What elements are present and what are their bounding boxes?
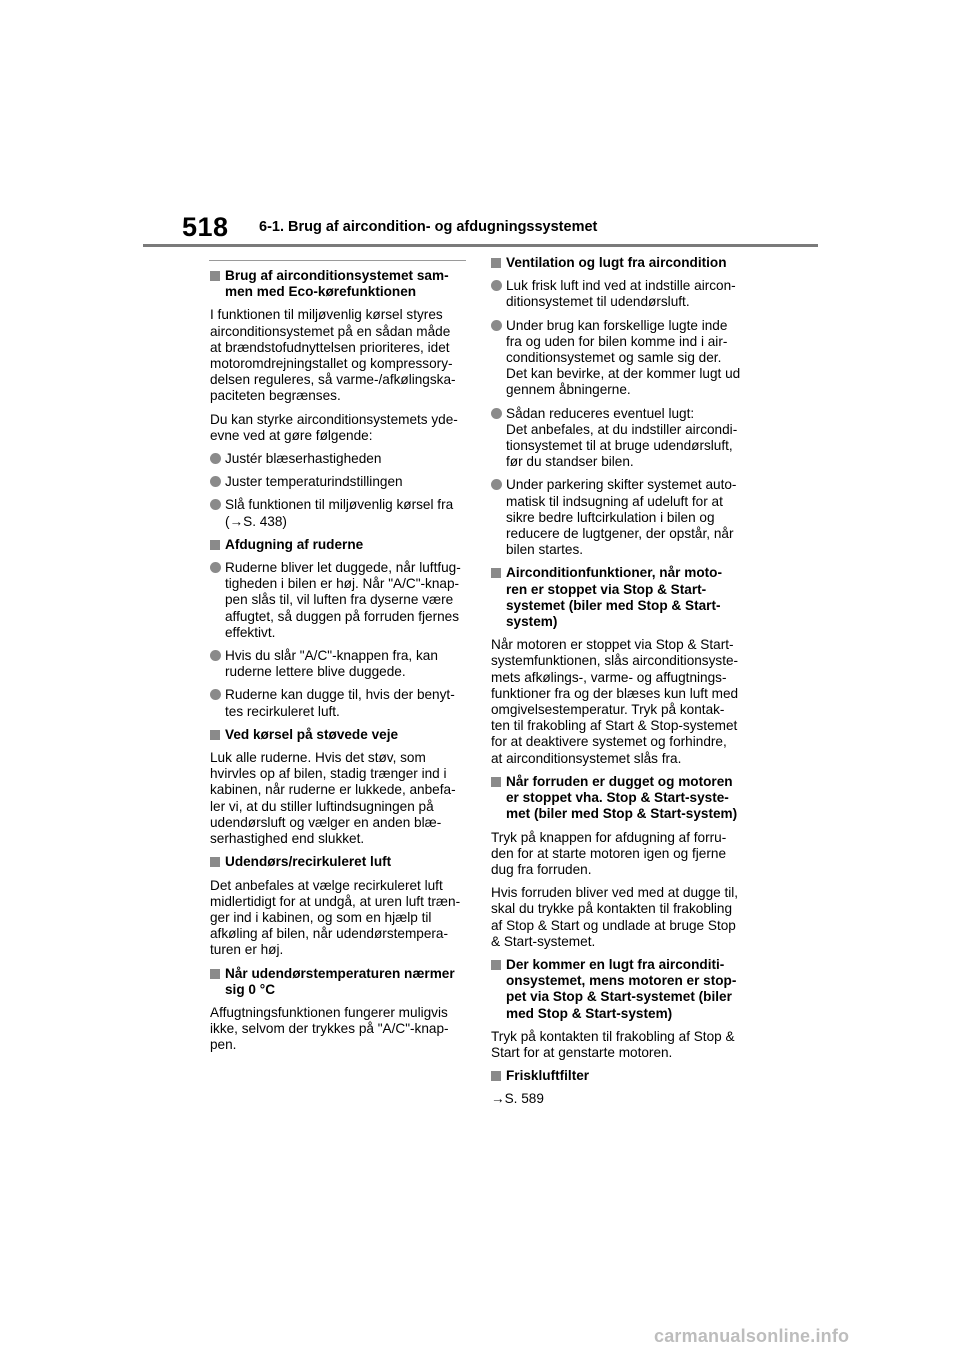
section-heading: [210, 727, 468, 743]
bullet-item: [210, 451, 468, 467]
section-heading: [491, 565, 753, 630]
text-line: →S. 589: [491, 1091, 544, 1107]
paragraph: [491, 830, 753, 879]
circle-bullet-icon: [491, 320, 502, 331]
text-line: omgivelsestemperatur. Tryk på kontak-: [491, 702, 725, 718]
text-line: Når forruden er dugget og motoren: [506, 773, 733, 789]
text-line: midlertidigt for at undgå, at uren luft træn-: [210, 893, 461, 909]
text-line: systemfunktionen, slås airconditionsyste-: [491, 653, 739, 669]
text-line: tes recirkuleret luft.: [225, 703, 340, 719]
text-line: før du standser bilen.: [506, 454, 634, 470]
text-line: Hvis du slår "A/C"-knappen fra, kan: [225, 648, 438, 664]
text-line: ruderne lettere blive duggede.: [225, 664, 406, 680]
square-bullet-icon: [210, 969, 220, 979]
text-line: matisk til indsugning af udeluft for at: [506, 493, 723, 509]
text-line: Når motoren er stoppet via Stop & Start-: [491, 637, 734, 653]
section-heading: [210, 966, 468, 998]
text-line: motoromdrejningstallet og kompressory-: [210, 356, 453, 372]
paragraph: [210, 307, 468, 404]
text-line: ditionsystemet til udendørsluft.: [506, 294, 690, 310]
bullet-item: [491, 477, 753, 558]
text-line: Affugtningsfunktionen fungerer muligvis: [210, 1004, 448, 1020]
text-line: Luk alle ruderne. Hvis det støv, som: [210, 750, 426, 766]
text-line: systemet (biler med Stop & Start-: [506, 597, 721, 613]
text-line: onsystemet, mens motoren er stop-: [506, 973, 737, 989]
text-line: Ved kørsel på støvede veje: [225, 726, 399, 742]
text-line: hvirvles op af bilen, stadig trænger ind i: [210, 766, 447, 782]
header-rule: [143, 244, 818, 247]
text-line: Det anbefales, at du indstiller aircondi-: [506, 421, 738, 437]
bullet-item: [210, 687, 468, 719]
circle-bullet-icon: [210, 562, 221, 573]
text-line: sikre bedre luftcirkulation i bilen og: [506, 509, 715, 525]
page-number: 518: [182, 212, 229, 242]
text-line: Luk frisk luft ind ved at indstille aircon-: [506, 278, 736, 294]
square-bullet-icon: [491, 777, 501, 787]
section-heading: [210, 537, 468, 553]
text-line: Udendørs/recirkuleret luft: [225, 854, 392, 870]
text-line: Slå funktionen til miljøvenlig kørsel fra: [225, 497, 454, 513]
text-line: Hvis forruden bliver ved med at dugge til,: [491, 885, 739, 901]
text-line: Under parkering skifter systemet auto-: [506, 477, 737, 493]
text-line: Du kan styrke airconditionsystemets yde-: [210, 411, 458, 427]
text-line: effektivt.: [225, 624, 276, 640]
text-line: Når udendørstemperaturen nærmer: [225, 965, 455, 981]
text-line: dug fra forruden.: [491, 861, 592, 877]
text-line: pet via Stop & Start-systemet (biler: [506, 989, 732, 1005]
circle-bullet-icon: [491, 479, 502, 490]
text-line: Airconditionfunktioner, når moto-: [506, 565, 722, 581]
circle-bullet-icon: [210, 689, 221, 700]
text-line: turen er høj.: [210, 942, 284, 958]
text-line: Brug af airconditionsystemet sam-: [225, 268, 449, 283]
text-line: airconditionsystemet på en sådan måde: [210, 323, 451, 339]
text-line: funktioner fra og der blæses kun luft med: [491, 685, 739, 701]
text-line: fra og uden for bilen komme ind i air-: [506, 333, 728, 349]
paragraph: [210, 1005, 468, 1054]
circle-bullet-icon: [491, 280, 502, 291]
paragraph: [491, 1029, 753, 1061]
text-line: & Start-systemet.: [491, 933, 596, 949]
circle-bullet-icon: [210, 499, 221, 510]
text-line: for at deaktivere systemet og forhindre,: [491, 734, 727, 750]
text-line: pen slås til, vil luften fra dyserne være: [225, 592, 454, 608]
text-line: kabinen, når ruderne er lukkede, anbefa-: [210, 782, 456, 798]
circle-bullet-icon: [210, 650, 221, 661]
text-line: ren er stoppet via Stop & Start-: [506, 581, 707, 597]
paragraph: [491, 1091, 753, 1107]
column-top-rule: [209, 260, 466, 261]
text-line: (→S. 438): [225, 513, 287, 529]
watermark: carmanualsonline.info: [654, 1326, 850, 1346]
text-line: Tryk på kontakten til frakobling af Stop &: [491, 1028, 735, 1044]
text-line: sig 0 °C: [225, 981, 276, 997]
text-line: Juster temperaturindstillingen: [225, 474, 403, 490]
text-line: Det kan bevirke, at der kommer lugt ud: [506, 366, 741, 382]
paragraph: [210, 878, 468, 959]
text-line: den for at starte motoren igen og fjerne: [491, 845, 727, 861]
text-line: Justér blæserhastigheden: [225, 451, 382, 467]
bullet-item: [210, 474, 468, 490]
text-line: men med Eco-kørefunktionen: [225, 284, 417, 300]
section-heading: [210, 268, 468, 300]
text-line: udendørsluft og vælger en anden blæ-: [210, 814, 442, 830]
text-line: tionsystemet til at bruge udendørsluft,: [506, 438, 733, 454]
section-heading: [491, 774, 753, 823]
square-bullet-icon: [491, 960, 501, 970]
paragraph: [491, 885, 753, 950]
text-line: met (biler med Stop & Start-system): [506, 806, 738, 822]
text-line: serhastighed end slukket.: [210, 831, 365, 847]
text-line: affugtet, så duggen på forruden fjernes: [225, 608, 460, 624]
text-line: evne ved at gøre følgende:: [210, 427, 373, 443]
text-line: Ruderne bliver let duggede, når luftfug-: [225, 560, 461, 576]
paragraph: [210, 412, 468, 444]
text-line: Ruderne kan dugge til, hvis der benyt-: [225, 687, 455, 703]
text-line: Afdugning af ruderne: [225, 536, 364, 552]
text-line: Der kommer en lugt fra airconditi-: [506, 956, 725, 972]
text-line: ten til frakobling af Start & Stop-systemet: [491, 718, 738, 734]
square-bullet-icon: [491, 258, 501, 268]
bullet-item: [491, 318, 753, 399]
text-line: at airconditionsystemet slås fra.: [491, 750, 682, 766]
text-line: Det anbefales at vælge recirkuleret luft: [210, 877, 443, 893]
text-line: Start for at genstarte motoren.: [491, 1044, 673, 1060]
text-line: mets afkølings-, varme- og affugtnings-: [491, 669, 727, 685]
bullet-item: [210, 560, 468, 641]
text-line: tigheden i bilen er høj. Når "A/C"-knap-: [225, 576, 460, 592]
text-line: afkøling af bilen, når udendørstempera-: [210, 926, 449, 942]
square-bullet-icon: [210, 540, 220, 550]
square-bullet-icon: [491, 1071, 501, 1081]
text-line: conditionsystemet og samle sig der.: [506, 350, 722, 366]
text-line: er stoppet vha. Stop & Start-syste-: [506, 790, 729, 806]
section-heading: [491, 255, 753, 271]
text-line: pen.: [210, 1037, 237, 1053]
text-line: system): [506, 614, 558, 630]
text-line: reducere de lugtgener, der opstår, når: [506, 526, 734, 542]
text-line: med Stop & Start-system): [506, 1005, 673, 1021]
square-bullet-icon: [210, 730, 220, 740]
square-bullet-icon: [210, 271, 220, 281]
text-line: Under brug kan forskellige lugte inde: [506, 317, 728, 333]
text-line: ger ind i kabinen, og som en hjælp til: [210, 909, 432, 925]
text-line: af Stop & Start og undlade at bruge Stop: [491, 917, 736, 933]
bullet-item: [210, 497, 468, 529]
square-bullet-icon: [491, 568, 501, 578]
right-column: [491, 255, 753, 1115]
text-line: Ventilation og lugt fra aircondition: [506, 255, 727, 270]
text-line: Tryk på knappen for afdugning af forru-: [491, 829, 727, 845]
text-line: Sådan reduceres eventuel lugt:: [506, 405, 695, 421]
circle-bullet-icon: [210, 453, 221, 464]
bullet-item: [210, 648, 468, 680]
circle-bullet-icon: [491, 408, 502, 419]
section-heading: [491, 1068, 753, 1084]
left-column: [210, 268, 468, 1061]
circle-bullet-icon: [210, 476, 221, 487]
text-line: skal du trykke på kontakten til frakobling: [491, 901, 733, 917]
paragraph: [210, 750, 468, 847]
section-heading: [491, 957, 753, 1022]
paragraph: [491, 637, 753, 767]
text-line: gennem åbningerne.: [506, 382, 631, 398]
text-line: I funktionen til miljøvenlig kørsel styres: [210, 307, 443, 323]
text-line: ikke, selvom der trykkes på "A/C"-knap-: [210, 1021, 449, 1037]
text-line: paciteten begrænses.: [210, 388, 341, 404]
text-line: bilen startes.: [506, 542, 584, 558]
text-line: ler vi, at du stiller luftindsugningen på: [210, 798, 434, 814]
bullet-item: [491, 406, 753, 471]
text-line: delsen reguleres, så varme-/afkølingska-: [210, 372, 456, 388]
section-title: 6-1. Brug af aircondition- og afdugningssystemet: [259, 219, 598, 235]
text-line: at brændstofudnyttelsen prioriteres, idet: [210, 339, 450, 355]
square-bullet-icon: [210, 857, 220, 867]
text-line: Friskluftfilter: [506, 1068, 590, 1084]
bullet-item: [491, 278, 753, 310]
section-heading: [210, 854, 468, 870]
